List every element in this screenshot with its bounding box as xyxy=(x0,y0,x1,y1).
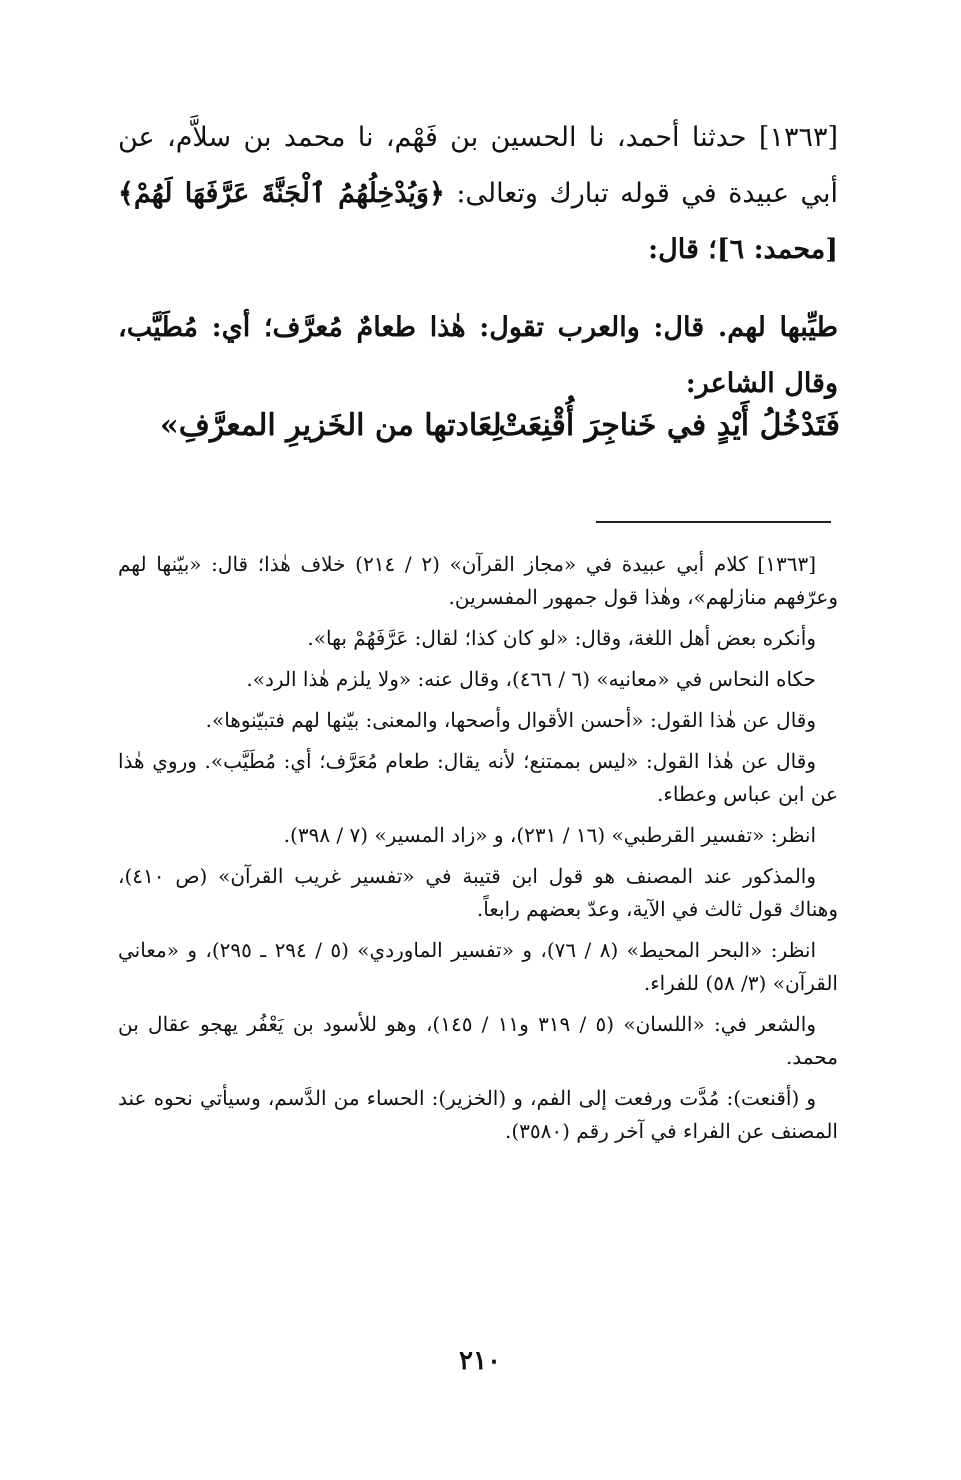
quran-verse: ﴿وَيُدْخِلُهُمُ ٱلْجَنَّةَ عَرَّفَهَا لَهُمْ﴾ xyxy=(118,178,445,209)
footnote-paragraph: والمذكور عند المصنف هو قول ابن قتيبة في «تفسير غريب القرآن» (ص ٤١٠)، وهناك قول ثالث في الآية، وعدّ بعضهم رابعاً. xyxy=(118,864,838,921)
page-number: ٢١٠ xyxy=(459,1346,501,1376)
isnad-line: [١٣٦٣] حدثنا أحمد، نا الحسين بن فَهْم، نا محمد بن سلاَّم، xyxy=(166,122,838,153)
footnote-paragraph: انظر: «تفسير القرطبي» (١٦ / ٢٣١)، و «زاد المسير» (٧ / ٣٩٨). xyxy=(283,823,816,847)
footnote-paragraph: وأنكره بعض أهل اللغة، وقال: «لو كان كذا؛ لقال: عَرَّفَهُمْ بها». xyxy=(307,626,816,650)
footnote-separator xyxy=(596,521,831,523)
footnotes xyxy=(118,548,838,1156)
verse-reference: [محمد: ٦]؛ قال: xyxy=(648,234,838,265)
footnote-paragraph: وقال عن هٰذا القول: «أحسن الأقوال وأصحها، والمعنى: بيّنها لهم فتبيّنوها». xyxy=(205,708,816,732)
poetry-verse xyxy=(160,408,840,468)
main-paragraph-1 xyxy=(118,110,838,278)
main-text xyxy=(118,110,838,412)
footnote-paragraph: [١٣٦٣] كلام أبي عبيدة في «مجاز القرآن» (٢ / ٢١٤) خلاف هٰذا؛ قال: «بيّنها لهم وعرّفهم منازلهم»، وهٰذا قول جمهور المفسرين. xyxy=(118,552,838,609)
footnote-paragraph: وقال عن هٰذا القول: «ليس بممتنع؛ لأنه يقال: طعام مُعَرَّف؛ أي: مُطَيَّب». وروي هٰذا عن ابن عباس وعطاء. xyxy=(118,749,838,806)
main-paragraph-2: طيِّبها لهم. قال: والعرب تقول: هٰذا طعامٌ مُعرَّف؛ أي: مُطَيَّب، وقال الشاعر: xyxy=(118,312,838,399)
verse-hemistich-2: لِعَادتها من الخَزيرِ المعرَّفِ» xyxy=(160,408,502,443)
verse-hemistich-1: فَتَدْخُلُ أَيْدٍ في خَناجِرَ أُقْنِعَتْ xyxy=(498,408,840,443)
transmission-line: عن أبي عبيدة في قوله تبارك وتعالى: xyxy=(118,122,838,209)
footnote-paragraph: و (أقنعت): مُدَّت ورفعت إلى الفم، و (الخزير): الحساء من الدَّسم، وسيأتي نحوه عند المصنف عن الفراء في آخر رقم (٣٥٨٠). xyxy=(118,1086,838,1143)
footnote-paragraph: حكاه النحاس في «معانيه» (٦ / ٤٦٦)، وقال عنه: «ولا يلزم هٰذا الرد». xyxy=(246,667,816,691)
footnote-paragraph: انظر: «البحر المحيط» (٨ / ٧٦)، و «تفسير الماوردي» (٥ / ٢٩٤ ـ ٢٩٥)، و «معاني القرآن» (٣/ ٥٨) للفراء. xyxy=(118,938,838,995)
footnote-paragraph: والشعر في: «اللسان» (٥ / ٣١٩ و١١ / ١٤٥)، وهو للأسود بن يَعْفُر يهجو عقال بن محمد. xyxy=(118,1012,838,1069)
